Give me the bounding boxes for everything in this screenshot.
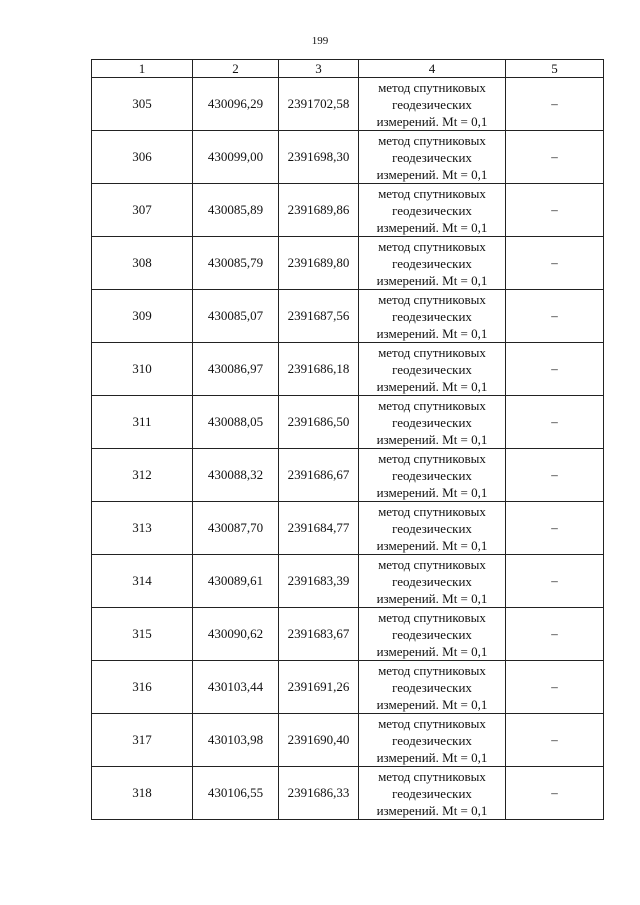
method-cell: [359, 290, 506, 343]
coordinate-x-cell: 430085,79: [193, 237, 279, 290]
note-cell: –: [506, 131, 604, 184]
table-body: [92, 78, 604, 820]
coordinate-x-cell: 430103,44: [193, 661, 279, 714]
point-number-cell: 308: [92, 237, 193, 290]
coordinate-x-cell: 430088,05: [193, 396, 279, 449]
coordinate-x-cell: 430085,07: [193, 290, 279, 343]
method-line: геодезических: [392, 361, 472, 377]
table-row: [92, 290, 604, 343]
point-number-cell: 313: [92, 502, 193, 555]
coordinate-y-cell: 2391684,77: [279, 502, 359, 555]
method-line: измерений. Mt = 0,1: [376, 484, 488, 500]
method-line: геодезических: [392, 679, 472, 695]
coordinate-y-cell: 2391691,26: [279, 661, 359, 714]
point-number-cell: 315: [92, 608, 193, 661]
table-row: [92, 343, 604, 396]
method-line: геодезических: [392, 626, 472, 642]
table-row: [92, 502, 604, 555]
coordinate-x-cell: 430086,97: [193, 343, 279, 396]
table-row: [92, 449, 604, 502]
method-cell: [359, 449, 506, 502]
column-header-5: 5: [506, 60, 604, 78]
method-cell: [359, 237, 506, 290]
column-header-1: 1: [92, 60, 193, 78]
point-number-cell: 309: [92, 290, 193, 343]
method-line: измерений. Mt = 0,1: [376, 802, 488, 818]
point-number-cell: 307: [92, 184, 193, 237]
method-line: геодезических: [392, 149, 472, 165]
note-cell: –: [506, 78, 604, 131]
table-row: [92, 714, 604, 767]
point-number-cell: 311: [92, 396, 193, 449]
coordinate-y-cell: 2391689,80: [279, 237, 359, 290]
coordinates-table: [91, 59, 604, 820]
coordinate-y-cell: 2391686,18: [279, 343, 359, 396]
point-number-cell: 317: [92, 714, 193, 767]
note-cell: –: [506, 237, 604, 290]
method-line: метод спутниковых: [378, 238, 486, 254]
method-line: измерений. Mt = 0,1: [376, 378, 488, 394]
method-line: геодезических: [392, 96, 472, 112]
page-number: 199: [311, 35, 329, 47]
method-line: метод спутниковых: [378, 450, 486, 466]
method-line: метод спутниковых: [378, 344, 486, 360]
method-cell: [359, 184, 506, 237]
note-cell: –: [506, 396, 604, 449]
column-header-2: 2: [193, 60, 279, 78]
method-cell: [359, 131, 506, 184]
method-cell: [359, 608, 506, 661]
point-number-cell: 306: [92, 131, 193, 184]
table-row: [92, 661, 604, 714]
method-cell: [359, 661, 506, 714]
method-line: измерений. Mt = 0,1: [376, 643, 488, 659]
column-header-4: 4: [359, 60, 506, 78]
method-cell: [359, 714, 506, 767]
table-row: [92, 608, 604, 661]
coordinate-x-cell: 430099,00: [193, 131, 279, 184]
method-line: измерений. Mt = 0,1: [376, 749, 488, 765]
method-line: геодезических: [392, 308, 472, 324]
point-number-cell: 312: [92, 449, 193, 502]
note-cell: –: [506, 767, 604, 820]
coordinate-y-cell: 2391698,30: [279, 131, 359, 184]
method-cell: [359, 555, 506, 608]
table-row: [92, 131, 604, 184]
method-line: измерений. Mt = 0,1: [376, 696, 488, 712]
coordinate-x-cell: 430106,55: [193, 767, 279, 820]
method-line: метод спутниковых: [378, 397, 486, 413]
coordinate-x-cell: 430085,89: [193, 184, 279, 237]
coordinate-y-cell: 2391686,67: [279, 449, 359, 502]
method-cell: [359, 767, 506, 820]
note-cell: –: [506, 608, 604, 661]
table-row: [92, 396, 604, 449]
coordinate-x-cell: 430096,29: [193, 78, 279, 131]
method-line: измерений. Mt = 0,1: [376, 113, 488, 129]
method-line: метод спутниковых: [378, 132, 486, 148]
method-line: метод спутниковых: [378, 715, 486, 731]
method-line: метод спутниковых: [378, 662, 486, 678]
method-line: метод спутниковых: [378, 556, 486, 572]
note-cell: –: [506, 290, 604, 343]
method-line: геодезических: [392, 520, 472, 536]
coordinate-x-cell: 430088,32: [193, 449, 279, 502]
note-cell: –: [506, 502, 604, 555]
method-line: метод спутниковых: [378, 291, 486, 307]
method-line: геодезических: [392, 573, 472, 589]
coordinate-x-cell: 430103,98: [193, 714, 279, 767]
method-line: измерений. Mt = 0,1: [376, 219, 488, 235]
coordinate-x-cell: 430090,62: [193, 608, 279, 661]
method-line: геодезических: [392, 202, 472, 218]
method-line: метод спутниковых: [378, 185, 486, 201]
note-cell: –: [506, 184, 604, 237]
method-cell: [359, 343, 506, 396]
method-line: метод спутниковых: [378, 503, 486, 519]
method-line: геодезических: [392, 785, 472, 801]
coordinate-y-cell: 2391686,33: [279, 767, 359, 820]
method-line: измерений. Mt = 0,1: [376, 590, 488, 606]
coordinate-y-cell: 2391690,40: [279, 714, 359, 767]
method-line: измерений. Mt = 0,1: [376, 166, 488, 182]
note-cell: –: [506, 661, 604, 714]
method-line: геодезических: [392, 467, 472, 483]
method-line: измерений. Mt = 0,1: [376, 537, 488, 553]
coordinate-y-cell: 2391686,50: [279, 396, 359, 449]
method-line: метод спутниковых: [378, 609, 486, 625]
table-row: [92, 237, 604, 290]
method-line: геодезических: [392, 255, 472, 271]
note-cell: –: [506, 555, 604, 608]
coordinate-y-cell: 2391702,58: [279, 78, 359, 131]
table-row: [92, 184, 604, 237]
point-number-cell: 316: [92, 661, 193, 714]
coordinate-y-cell: 2391683,39: [279, 555, 359, 608]
coordinate-x-cell: 430089,61: [193, 555, 279, 608]
method-cell: [359, 502, 506, 555]
coordinate-y-cell: 2391687,56: [279, 290, 359, 343]
coordinate-x-cell: 430087,70: [193, 502, 279, 555]
method-line: геодезических: [392, 414, 472, 430]
method-line: геодезических: [392, 732, 472, 748]
table-row: [92, 78, 604, 131]
method-line: измерений. Mt = 0,1: [376, 272, 488, 288]
column-header-3: 3: [279, 60, 359, 78]
point-number-cell: 314: [92, 555, 193, 608]
method-cell: [359, 396, 506, 449]
coordinate-y-cell: 2391683,67: [279, 608, 359, 661]
method-line: измерений. Mt = 0,1: [376, 431, 488, 447]
point-number-cell: 310: [92, 343, 193, 396]
point-number-cell: 318: [92, 767, 193, 820]
point-number-cell: 305: [92, 78, 193, 131]
note-cell: –: [506, 449, 604, 502]
note-cell: –: [506, 343, 604, 396]
coordinate-y-cell: 2391689,86: [279, 184, 359, 237]
method-line: метод спутниковых: [378, 768, 486, 784]
note-cell: –: [506, 714, 604, 767]
method-cell: [359, 78, 506, 131]
table-row: [92, 767, 604, 820]
table-row: [92, 555, 604, 608]
table-header-row: [92, 60, 604, 78]
method-line: метод спутниковых: [378, 79, 486, 95]
method-line: измерений. Mt = 0,1: [376, 325, 488, 341]
